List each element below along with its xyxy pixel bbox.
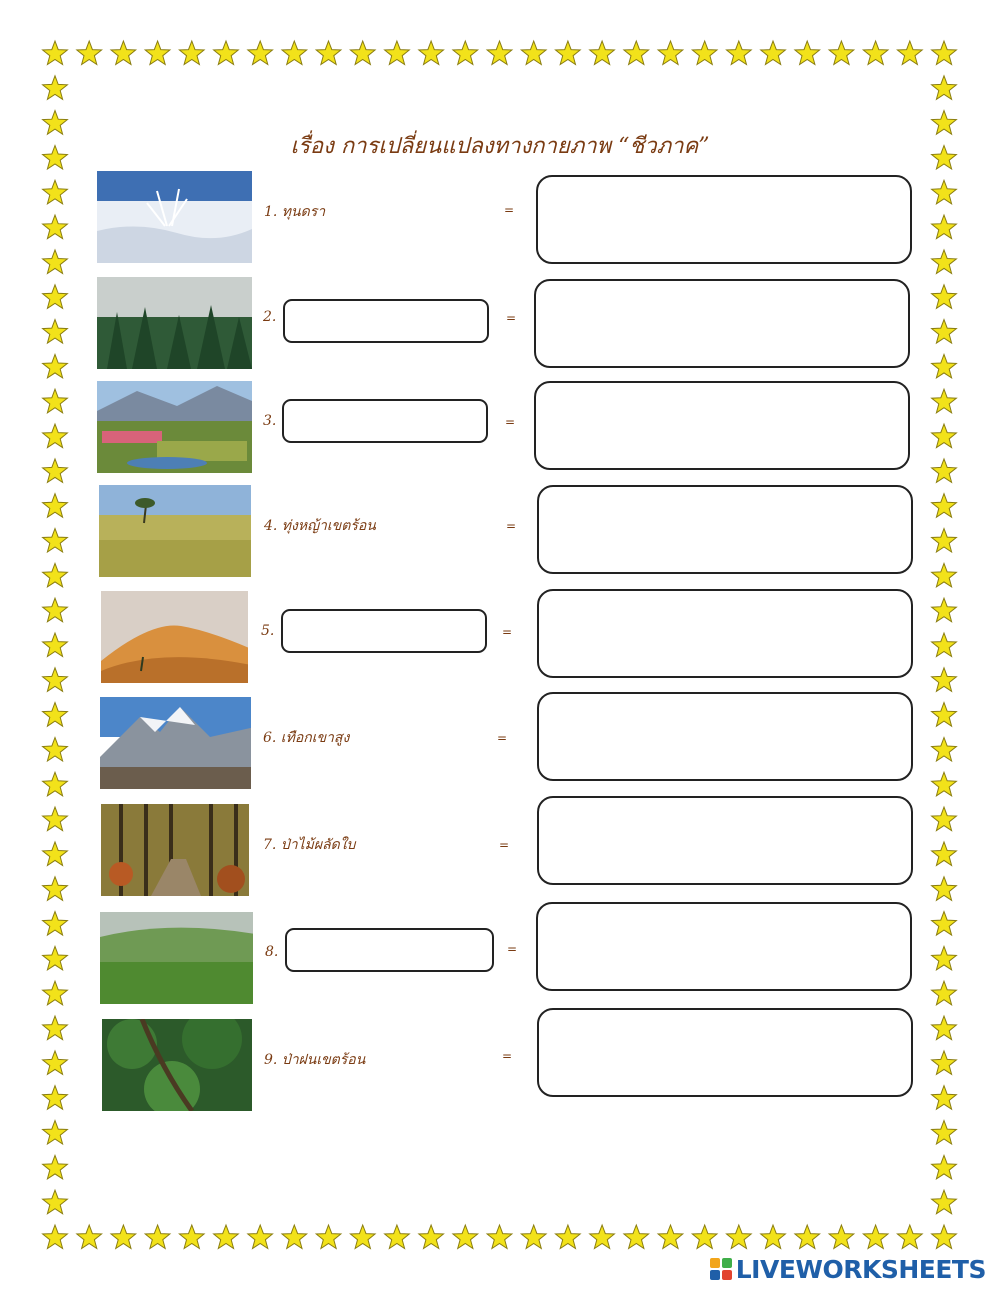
tropical-rainforest-photo xyxy=(102,1019,252,1111)
row-number: 5. xyxy=(261,623,275,639)
name-input-3[interactable] xyxy=(282,399,488,443)
question-row-9 xyxy=(0,1019,1000,1119)
star-icon xyxy=(179,1225,204,1249)
equals-sign: = xyxy=(506,311,517,325)
row-number: 8. xyxy=(265,944,279,960)
star-icon xyxy=(43,1190,68,1214)
star-icon xyxy=(145,41,170,65)
star-icon xyxy=(624,1225,649,1249)
star-icon xyxy=(761,41,786,65)
star-icon xyxy=(77,41,102,65)
question-row-3 xyxy=(0,381,1000,481)
star-icon xyxy=(248,1225,273,1249)
answer-box-1[interactable] xyxy=(536,175,912,264)
star-icon xyxy=(932,1121,957,1145)
star-icon xyxy=(487,1225,512,1249)
name-input-2[interactable] xyxy=(283,299,489,343)
worksheet-title: เรื่อง การเปลี่ยนแปลงทางกายภาพ “ชีวภาค” xyxy=(290,134,710,159)
star-icon xyxy=(419,1225,444,1249)
star-icon xyxy=(692,41,717,65)
star-icon xyxy=(727,1225,752,1249)
answer-box-9[interactable] xyxy=(537,1008,913,1097)
star-icon xyxy=(350,41,375,65)
star-icon xyxy=(658,41,683,65)
misty-coniferous-forest-photo xyxy=(97,277,252,369)
star-icon xyxy=(385,1225,410,1249)
row-number: 3. xyxy=(263,413,277,429)
star-icon xyxy=(932,1155,957,1179)
star-icon xyxy=(556,1225,581,1249)
answer-box-5[interactable] xyxy=(537,589,913,678)
sand-desert-photo xyxy=(101,591,248,683)
row-label: 9. ป่าฝนเขตร้อน xyxy=(264,1052,366,1068)
question-row-5 xyxy=(0,591,1000,691)
green-grassland-photo xyxy=(100,912,253,1004)
star-icon xyxy=(727,41,752,65)
snow-mountain-photo xyxy=(100,697,251,789)
star-icon xyxy=(111,1225,136,1249)
star-icon xyxy=(932,1225,957,1249)
star-icon xyxy=(932,1190,957,1214)
star-icon xyxy=(385,41,410,65)
answer-box-8[interactable] xyxy=(536,902,912,991)
star-icon xyxy=(145,1225,170,1249)
question-row-4 xyxy=(0,485,1000,585)
star-icon xyxy=(829,41,854,65)
row-label: 7. ป่าไม้ผลัดใบ xyxy=(263,837,356,853)
star-icon xyxy=(43,41,68,65)
brand-text: LIVEWORKSHEETS xyxy=(735,1254,986,1284)
star-icon xyxy=(43,1155,68,1179)
star-icon xyxy=(692,1225,717,1249)
row-label: 1. ทุนดรา xyxy=(264,204,326,220)
row-label: 4. ทุ่งหญ้าเขตร้อน xyxy=(264,518,376,534)
liveworksheets-logo-icon xyxy=(710,1258,732,1280)
question-row-7 xyxy=(0,804,1000,904)
star-icon xyxy=(795,41,820,65)
star-icon xyxy=(658,1225,683,1249)
equals-sign: = xyxy=(507,942,518,956)
star-icon xyxy=(897,1225,922,1249)
question-row-8 xyxy=(0,912,1000,1012)
star-icon xyxy=(863,41,888,65)
star-icon xyxy=(316,1225,341,1249)
star-icon xyxy=(795,1225,820,1249)
question-row-2 xyxy=(0,277,1000,377)
star-icon xyxy=(43,1225,68,1249)
star-icon xyxy=(521,1225,546,1249)
row-label: 6. เทือกเขาสูง xyxy=(263,730,350,746)
star-icon xyxy=(897,41,922,65)
star-icon xyxy=(419,41,444,65)
star-icon xyxy=(316,41,341,65)
star-icon xyxy=(282,1225,307,1249)
equals-sign: = xyxy=(506,519,517,533)
star-icon xyxy=(521,41,546,65)
star-icon xyxy=(863,1225,888,1249)
equals-sign: = xyxy=(502,625,513,639)
star-icon xyxy=(556,41,581,65)
question-row-1 xyxy=(0,171,1000,271)
star-icon xyxy=(932,41,957,65)
star-icon xyxy=(43,76,68,100)
name-input-8[interactable] xyxy=(285,928,494,972)
star-icon xyxy=(590,1225,615,1249)
star-icon xyxy=(453,41,478,65)
star-icon xyxy=(761,1225,786,1249)
answer-box-3[interactable] xyxy=(534,381,910,470)
deciduous-forest-photo xyxy=(101,804,249,896)
name-input-5[interactable] xyxy=(281,609,487,653)
row-number: 2. xyxy=(263,309,277,325)
star-icon xyxy=(214,1225,239,1249)
equals-sign: = xyxy=(502,1049,513,1063)
answer-box-2[interactable] xyxy=(534,279,910,368)
star-icon xyxy=(248,41,273,65)
star-icon xyxy=(350,1225,375,1249)
answer-box-7[interactable] xyxy=(537,796,913,885)
star-icon xyxy=(624,41,649,65)
star-icon xyxy=(487,41,512,65)
star-icon xyxy=(453,1225,478,1249)
star-icon xyxy=(282,41,307,65)
star-icon xyxy=(829,1225,854,1249)
answer-box-4[interactable] xyxy=(537,485,913,574)
equals-sign: = xyxy=(504,203,515,217)
equals-sign: = xyxy=(499,838,510,852)
savanna-grassland-photo xyxy=(99,485,251,577)
answer-box-6[interactable] xyxy=(537,692,913,781)
liveworksheets-brand xyxy=(710,1254,986,1284)
star-icon xyxy=(179,41,204,65)
star-icon xyxy=(932,76,957,100)
star-icon xyxy=(43,1121,68,1145)
star-icon xyxy=(111,41,136,65)
equals-sign: = xyxy=(497,731,508,745)
star-icon xyxy=(590,41,615,65)
equals-sign: = xyxy=(505,415,516,429)
snowy-tundra-photo xyxy=(97,171,252,263)
star-icon xyxy=(214,41,239,65)
star-icon xyxy=(77,1225,102,1249)
question-row-6 xyxy=(0,697,1000,797)
mountain-valley-photo xyxy=(97,381,252,473)
